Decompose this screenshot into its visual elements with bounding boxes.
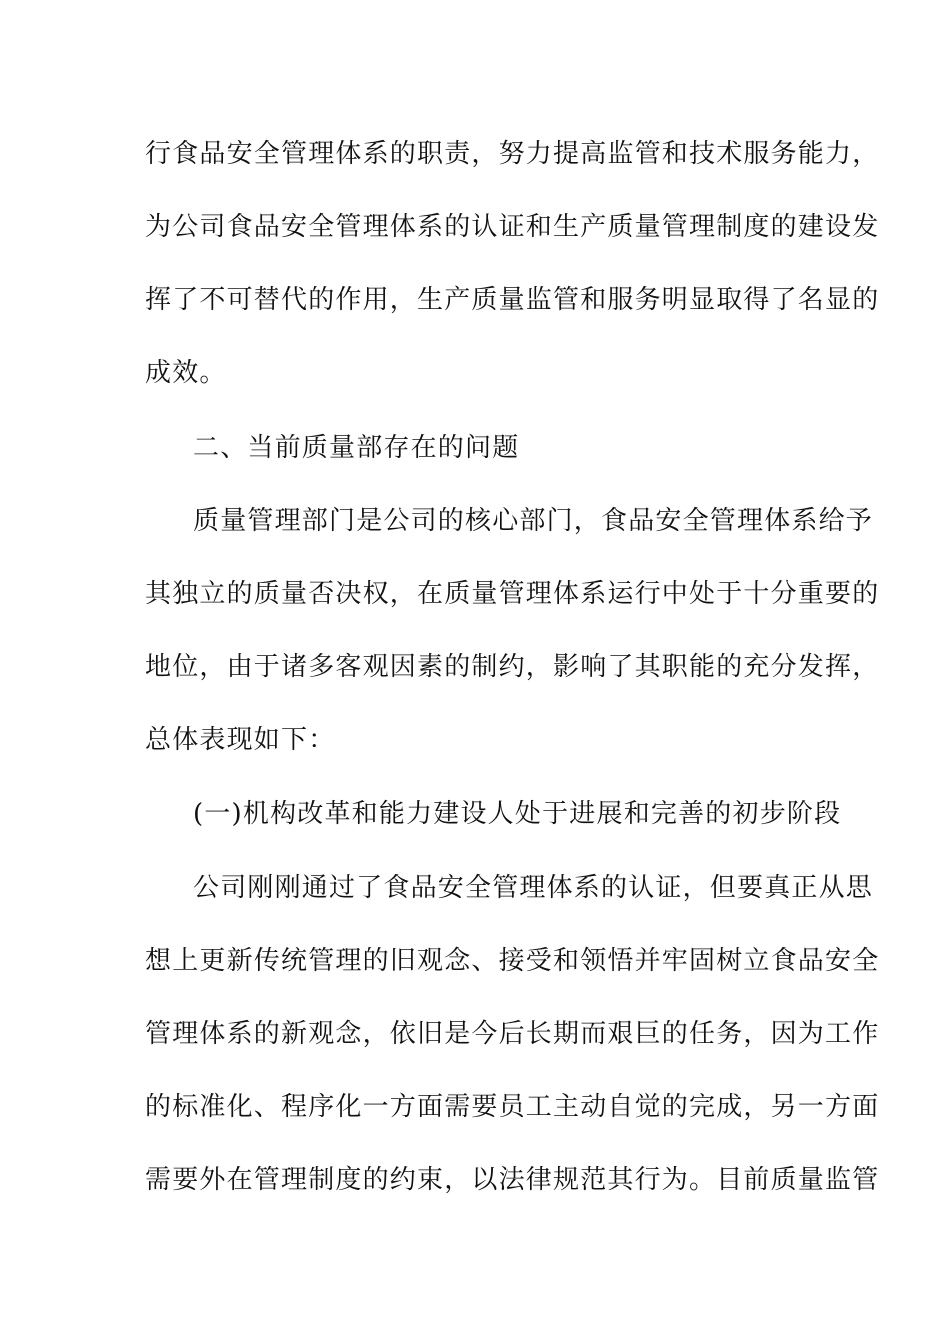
paragraph-first-line: 质量管理部门是公司的核心部门，食品安全管理体系给予	[193, 506, 874, 536]
text-line: 地位，由于诸多客观因素的制约，影响了其职能的充分发挥，	[145, 652, 880, 682]
text-line: 成效。	[145, 358, 227, 388]
subsection-heading: (一)机构改革和能力建设人处于进展和完善的初步阶段	[193, 799, 842, 829]
text-line: 的标准化、程序化一方面需要员工主动自觉的完成，另一方面	[145, 1092, 880, 1122]
text-line: 行食品安全管理体系的职责，努力提高监管和技术服务能力，	[145, 139, 880, 169]
text-line: 挥了不可替代的作用，生产质量监管和服务明显取得了名显的	[145, 285, 880, 315]
text-line: 其独立的质量否决权，在质量管理体系运行中处于十分重要的	[145, 579, 880, 609]
text-line: 为公司食品安全管理体系的认证和生产质量管理制度的建设发	[145, 212, 880, 242]
text-line: 管理体系的新观念，依旧是今后长期而艰巨的任务，因为工作	[145, 1019, 880, 1049]
text-line: 总体表现如下：	[145, 725, 336, 755]
section-heading: 二、当前质量部存在的问题	[193, 433, 520, 463]
text-line: 需要外在管理制度的约束，以法律规范其行为。目前质量监管	[145, 1165, 880, 1195]
paragraph-first-line: 公司刚刚通过了食品安全管理体系的认证，但要真正从思	[193, 873, 874, 903]
text-line: 想上更新传统管理的旧观念、接受和领悟并牢固树立食品安全	[145, 946, 880, 976]
